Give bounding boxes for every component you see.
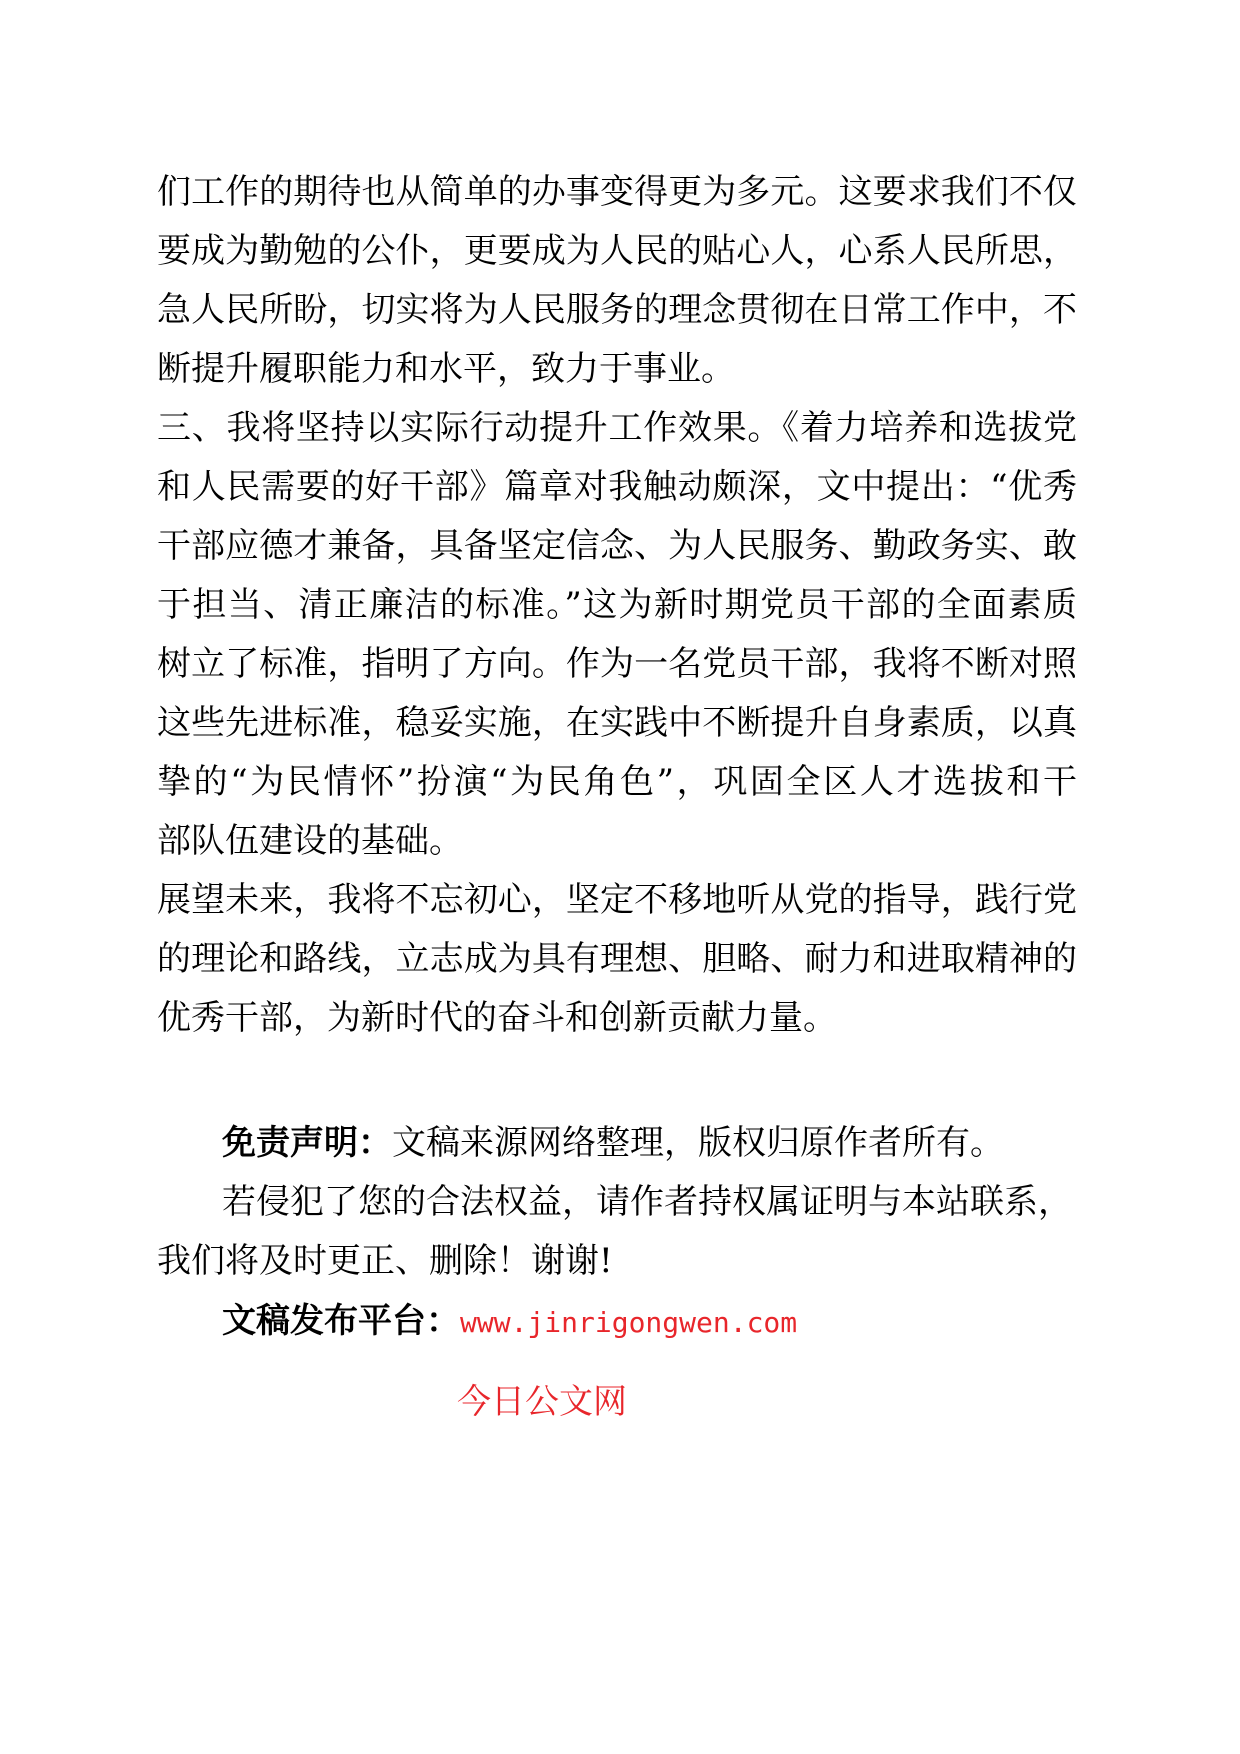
site-name-link[interactable]: 今日公文网 — [457, 1382, 627, 1422]
body-line: 干部应德才兼备，具备坚定信念、为人民服务、勤政务实、敢 — [157, 526, 1077, 566]
body-line: 优秀干部，为新时代的奋斗和创新贡献力量。 — [157, 998, 837, 1038]
body-line: 于担当、清正廉洁的标准。”这为新时期党员干部的全面素质 — [157, 585, 1077, 625]
body-line: 挚的“为民情怀”扮演“为民角色”，巩固全区人才选拔和干 — [157, 762, 1077, 802]
disclaimer-line-2: 若侵犯了您的合法权益，请作者持权属证明与本站联系， — [222, 1182, 1072, 1222]
body-line: 这些先进标准，稳妥实施，在实践中不断提升自身素质，以真 — [157, 703, 1077, 743]
disclaimer-line — [222, 1123, 1004, 1163]
platform-url-link[interactable]: www.jinrigongwen.com — [460, 1306, 798, 1339]
body-line: 树立了标准，指明了方向。作为一名党员干部，我将不断对照 — [157, 644, 1077, 684]
body-line: 展望未来，我将不忘初心，坚定不移地听从党的指导，践行党 — [157, 880, 1077, 920]
platform-label: 文稿发布平台： — [222, 1301, 460, 1341]
body-line: 要成为勤勉的公仆，更要成为人民的贴心人，心系人民所思， — [157, 231, 1077, 271]
body-line: 三、我将坚持以实际行动提升工作效果。《着力培养和选拔党 — [157, 408, 1077, 448]
body-line: 部队伍建设的基础。 — [157, 821, 463, 861]
body-line: 和人民需要的好干部》篇章对我触动颇深，文中提出：“优秀 — [157, 467, 1077, 507]
body-line: 的理论和路线，立志成为具有理想、胆略、耐力和进取精神的 — [157, 939, 1077, 979]
body-line: 急人民所盼，切实将为人民服务的理念贯彻在日常工作中，不 — [157, 290, 1077, 330]
disclaimer-line-3: 我们将及时更正、删除！谢谢! — [157, 1241, 613, 1281]
body-line: 断提升履职能力和水平，致力于事业。 — [157, 349, 735, 389]
disclaimer-text: 文稿来源网络整理，版权归原作者所有。 — [392, 1123, 1004, 1163]
platform-line — [222, 1301, 797, 1343]
body-line: 们工作的期待也从简单的办事变得更为多元。这要求我们不仅 — [157, 172, 1077, 212]
disclaimer-label: 免责声明： — [222, 1123, 392, 1163]
